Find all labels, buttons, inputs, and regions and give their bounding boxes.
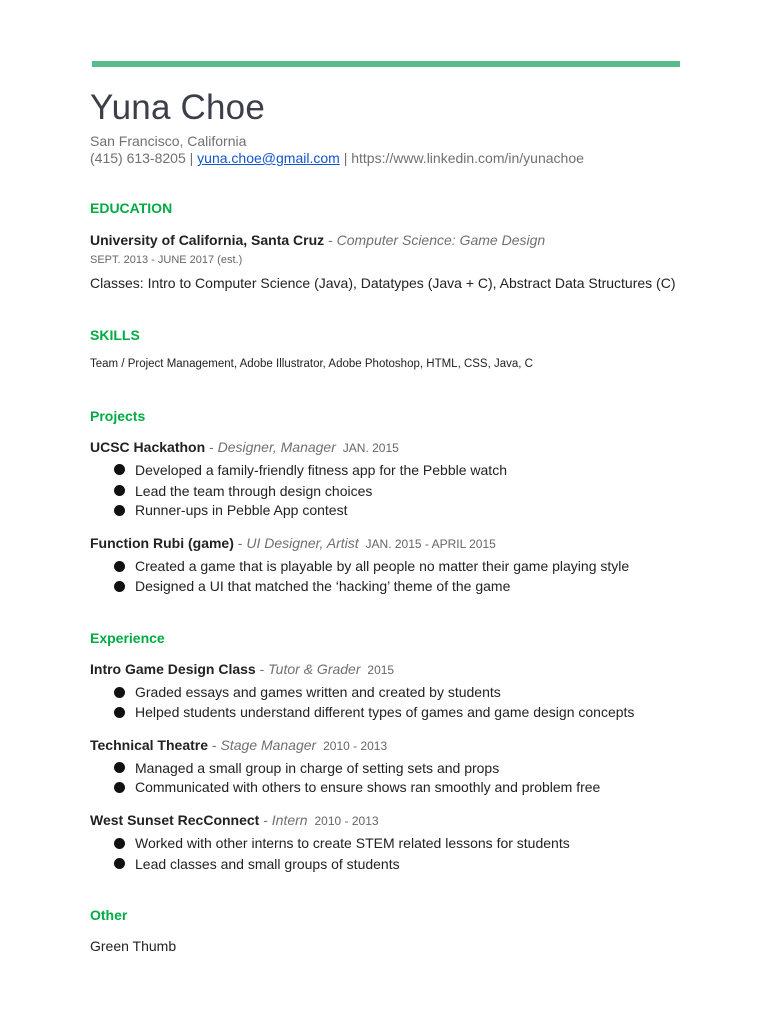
education-classes: Classes: Intro to Computer Science (Java), Datatypes (Java + C), Abstract Data Structures (C) — [90, 275, 676, 291]
list-item: Developed a family-friendly fitness app for the Pebble watch — [135, 462, 507, 478]
separator: | — [189, 150, 194, 166]
list-item: Graded essays and games written and created by students — [135, 684, 501, 700]
bullet-icon — [114, 762, 125, 773]
education-entry: University of California, Santa Cruz - Computer Science: Game Design — [90, 232, 546, 248]
other-text: Green Thumb — [90, 938, 177, 954]
experience-date: 2015 — [367, 663, 395, 677]
experience-heading: West Sunset RecConnect - Intern 2010 - 2013 — [90, 812, 379, 828]
experience-name: Technical Theatre — [90, 737, 209, 753]
project-name: UCSC Hackathon — [90, 439, 206, 455]
list-item: Communicated with others to ensure shows ran smoothly and problem free — [135, 779, 601, 795]
separator: | — [343, 150, 348, 166]
list-item: Lead the team through design choices — [135, 483, 373, 499]
bullet-icon — [114, 581, 125, 592]
section-title-other: Other — [90, 907, 128, 923]
section-title-projects: Projects — [90, 408, 146, 424]
project-heading: Function Rubi (game) - UI Designer, Artist JAN. 2015 - APRIL 2015 — [90, 535, 496, 551]
contact-line — [90, 150, 584, 166]
experience-heading: Intro Game Design Class - Tutor & Grader 2015 — [90, 661, 395, 677]
list-item: Designed a UI that matched the ‘hacking’ theme of the game — [135, 578, 511, 594]
resume-name: Yuna Choe — [90, 88, 266, 127]
bullet-icon — [114, 707, 125, 718]
accent-bar — [92, 61, 680, 67]
experience-role: Tutor & Grader — [268, 661, 361, 677]
experience-heading: Technical Theatre - Stage Manager 2010 - 2013 — [90, 737, 388, 753]
project-date: JAN. 2015 — [342, 441, 399, 455]
skills-text: Team / Project Management, Adobe Illustrator, Adobe Photoshop, HTML, CSS, Java, C — [90, 358, 533, 370]
degree: Computer Science: Game Design — [336, 232, 546, 248]
experience-role: Intern — [271, 812, 308, 828]
project-heading: UCSC Hackathon - Designer, Manager JAN. 2015 — [90, 439, 399, 455]
list-item: Created a game that is playable by all people no matter their game playing style — [135, 558, 630, 574]
email-link[interactable]: yuna.choe@gmail.com — [197, 150, 340, 166]
experience-name: Intro Game Design Class — [90, 661, 256, 677]
list-item: Lead classes and small groups of students — [135, 856, 400, 872]
section-title-experience: Experience — [90, 630, 165, 646]
bullet-icon — [114, 687, 125, 698]
linkedin-url: https://www.linkedin.com/in/yunachoe — [351, 150, 584, 166]
list-item: Worked with other interns to create STEM related lessons for students — [135, 835, 570, 851]
phone: (415) 613-8205 — [90, 150, 186, 166]
bullet-icon — [114, 858, 125, 869]
bullet-icon — [114, 782, 125, 793]
section-title-skills: SKILLS — [90, 327, 140, 343]
bullet-icon — [114, 505, 125, 516]
school-name: University of California, Santa Cruz — [90, 232, 325, 248]
bullet-icon — [114, 561, 125, 572]
list-item: Managed a small group in charge of setting sets and props — [135, 760, 500, 776]
project-name: Function Rubi (game) — [90, 535, 234, 551]
bullet-icon — [114, 464, 125, 475]
experience-date: 2010 - 2013 — [323, 739, 388, 753]
bullet-icon — [114, 485, 125, 496]
education-dates: SEPT. 2013 - JUNE 2017 (est.) — [90, 254, 243, 266]
bullet-icon — [114, 838, 125, 849]
experience-name: West Sunset RecConnect — [90, 812, 260, 828]
experience-date: 2010 - 2013 — [314, 814, 379, 828]
project-role: UI Designer, Artist — [246, 535, 359, 551]
list-item: Runner-ups in Pebble App contest — [135, 502, 348, 518]
section-title-education: EDUCATION — [90, 200, 173, 216]
location: San Francisco, California — [90, 133, 247, 149]
experience-role: Stage Manager — [220, 737, 317, 753]
project-role: Designer, Manager — [217, 439, 336, 455]
project-date: JAN. 2015 - APRIL 2015 — [365, 537, 496, 551]
list-item: Helped students understand different types of games and game design concepts — [135, 704, 635, 720]
